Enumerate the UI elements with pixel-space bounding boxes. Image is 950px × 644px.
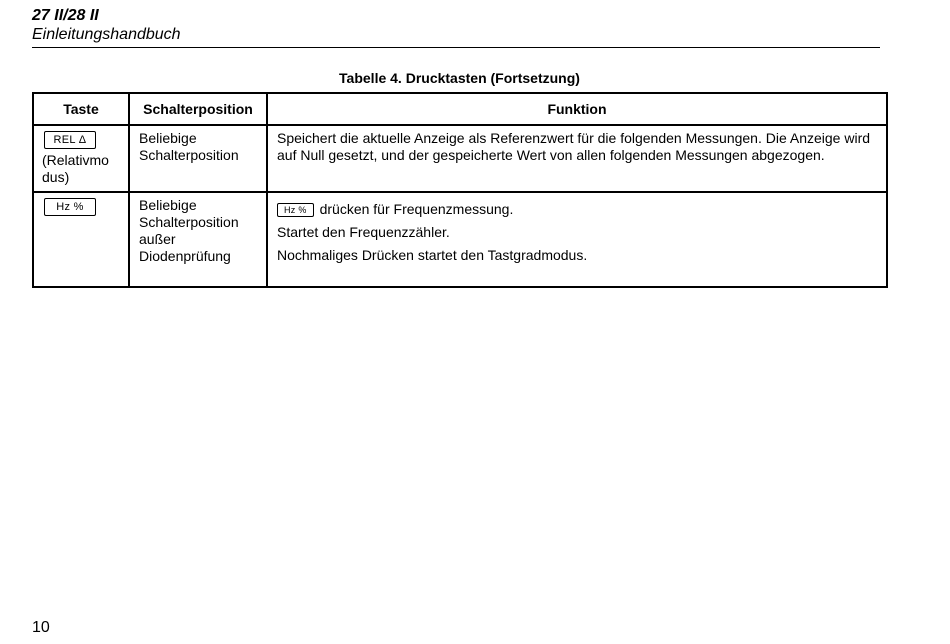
header-divider <box>32 47 880 48</box>
position-cell <box>129 125 267 192</box>
table-header-row <box>33 93 887 125</box>
position-text: Beliebige Schalterposition außer Diodenprüfung <box>139 197 239 264</box>
column-header-schalterposition: Schalterposition <box>129 93 267 125</box>
page-number: 10 <box>32 619 50 636</box>
function-cell <box>267 192 887 287</box>
key-cell <box>33 125 129 192</box>
manual-subtitle: Einleitungshandbuch <box>32 26 181 43</box>
key-note: (Relativmo dus) <box>42 152 109 185</box>
table-row <box>33 125 887 192</box>
position-cell <box>129 192 267 287</box>
position-text: Beliebige Schalterposition <box>139 130 239 163</box>
pushbutton-table <box>32 92 888 288</box>
model-title: 27 II/28 II <box>32 7 99 24</box>
function-cell <box>267 125 887 192</box>
function-line-2: Startet den Frequenzzähler. <box>277 224 450 240</box>
page-header <box>32 6 181 44</box>
function-text: Speichert die aktuelle Anzeige als Referenzwert für die folgenden Messungen. Die Anzeige wird auf Null gesetzt, und der gespeicherte Wert von allen folgenden Messungen abgezogen. <box>277 130 871 163</box>
rel-delta-key: REL Δ <box>44 131 96 149</box>
hz-percent-key-inline: Hz % <box>277 203 314 217</box>
hz-percent-key: Hz % <box>44 198 96 216</box>
table-caption: Tabelle 4. Drucktasten (Fortsetzung) <box>339 70 580 86</box>
column-header-funktion: Funktion <box>267 93 887 125</box>
function-line-1: drücken für Frequenzmessung. <box>319 201 514 217</box>
key-cell <box>33 192 129 287</box>
function-line-3: Nochmaliges Drücken startet den Tastgradmodus. <box>277 247 588 263</box>
column-header-taste: Taste <box>33 93 129 125</box>
table-row <box>33 192 887 287</box>
